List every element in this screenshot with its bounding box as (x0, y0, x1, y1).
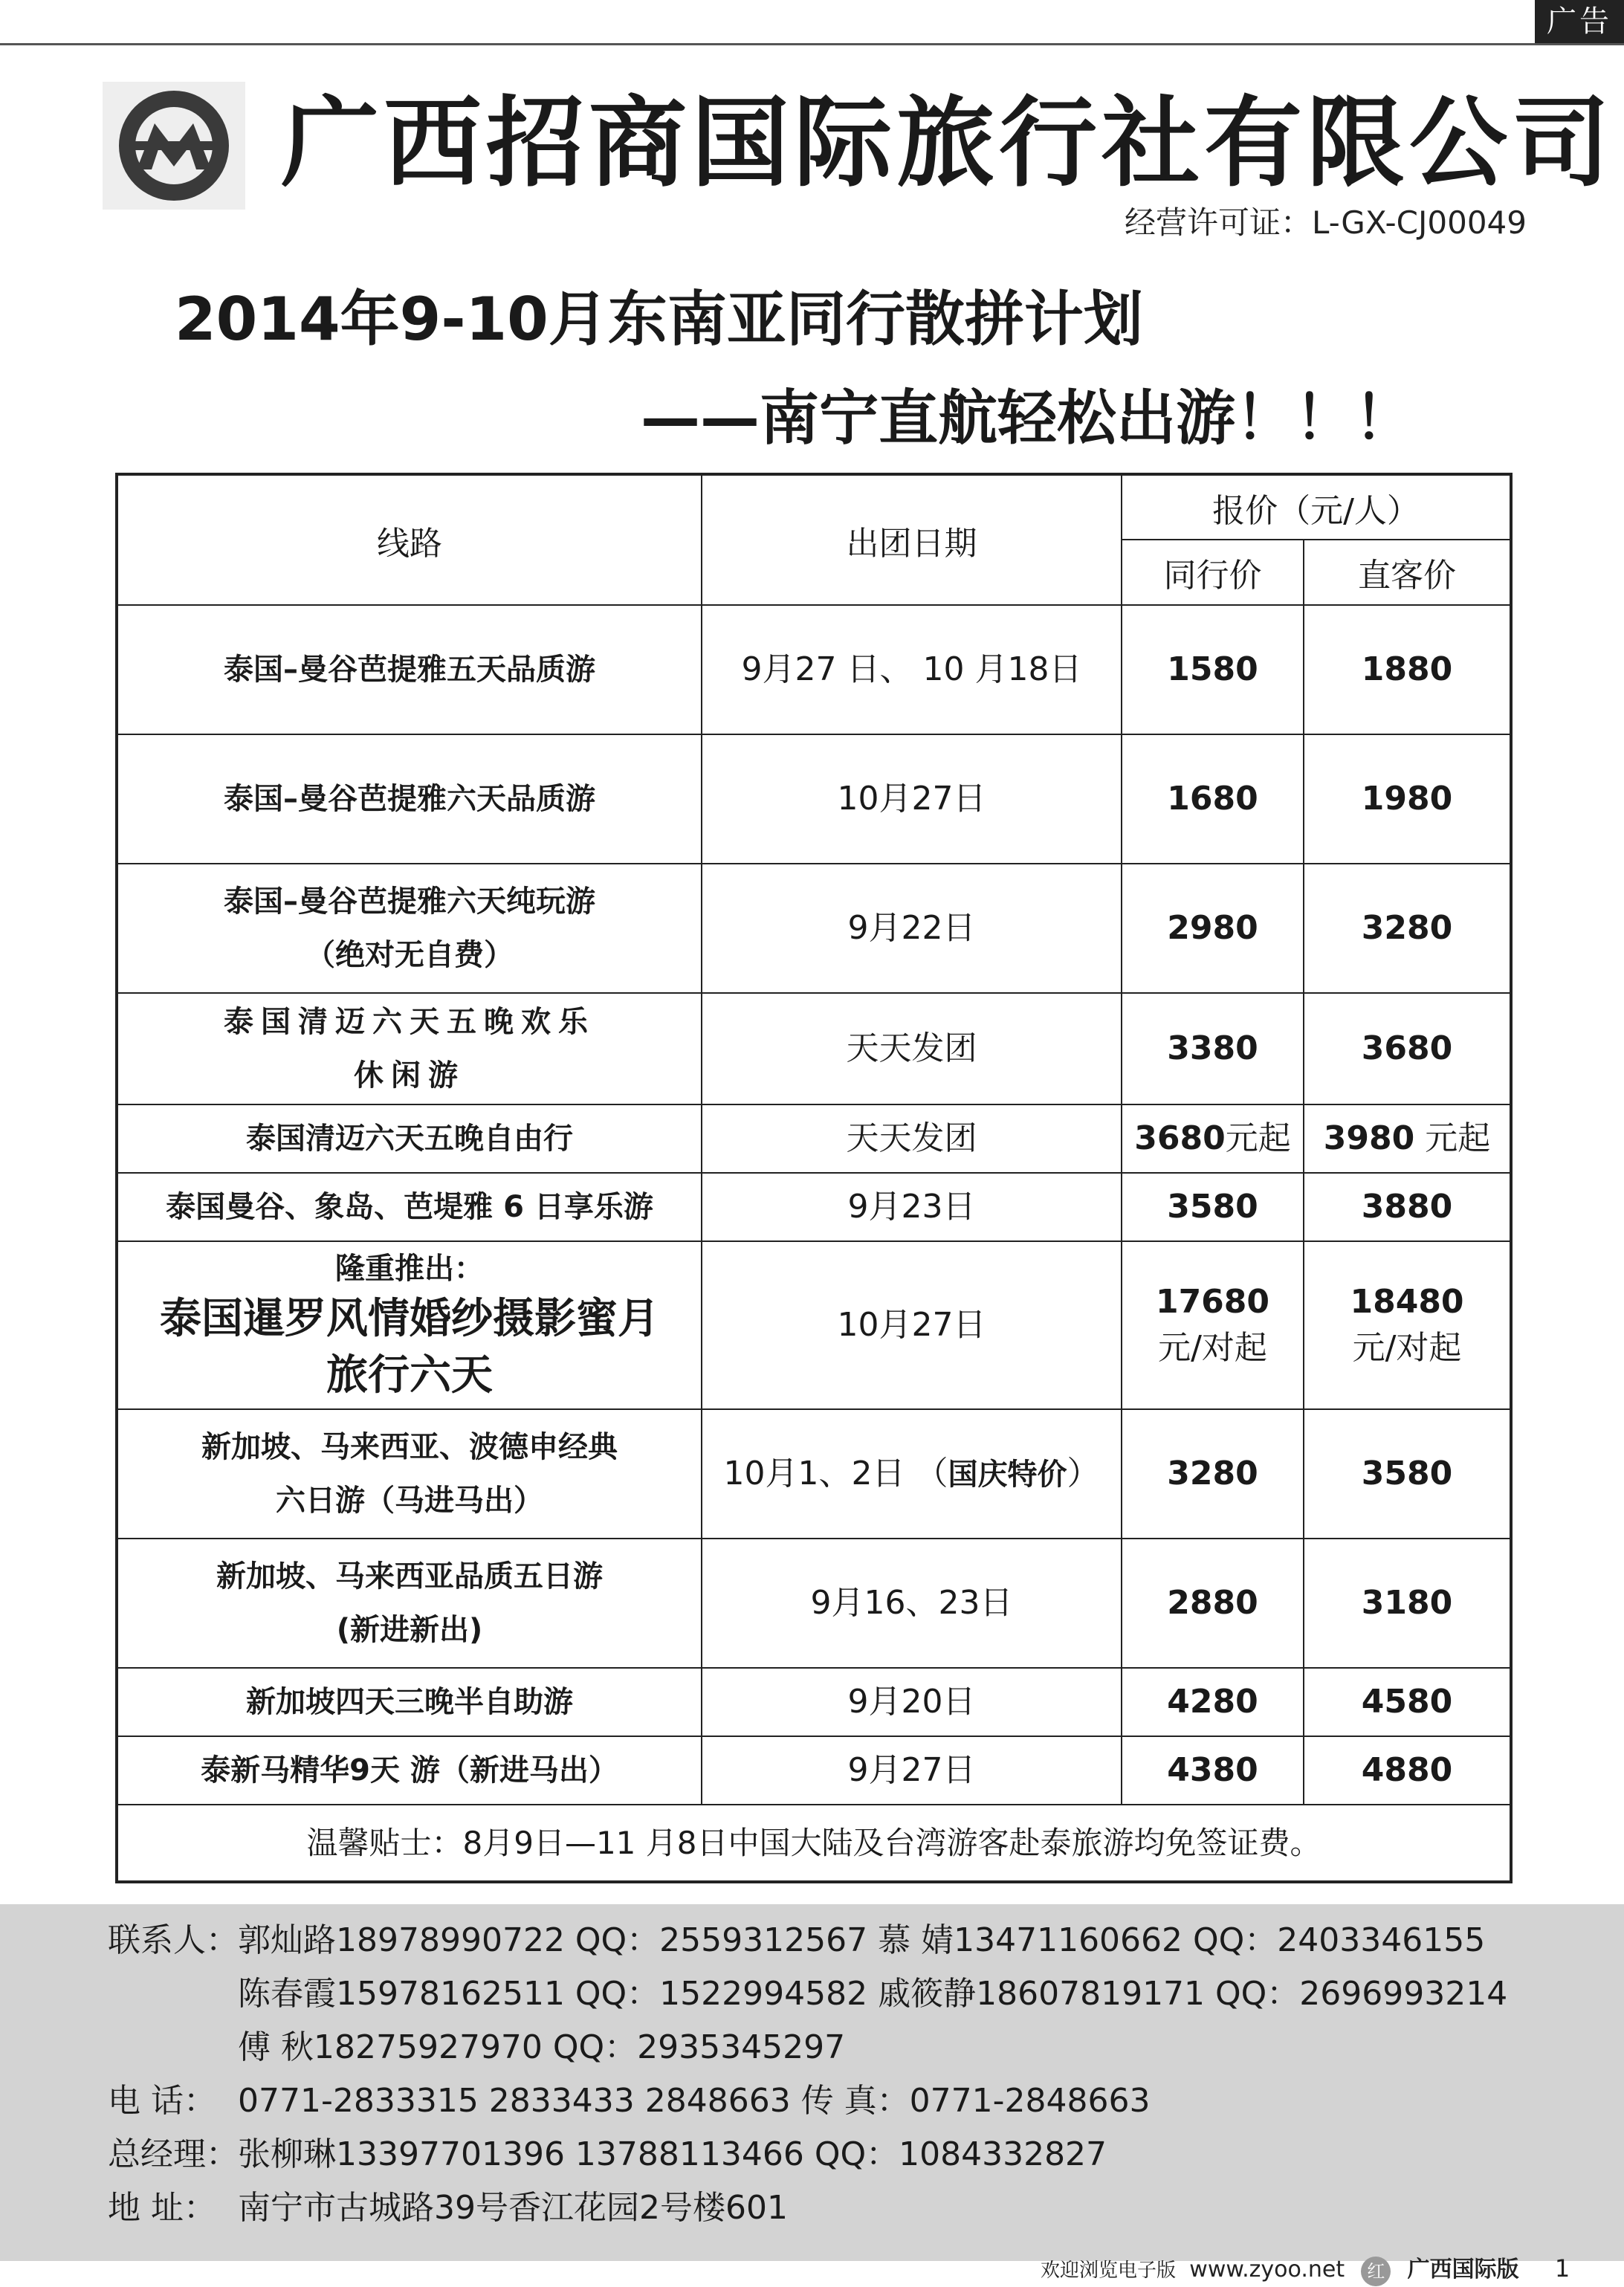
table-row (117, 605, 1511, 734)
date-text-end: ） (1067, 1454, 1100, 1492)
table-row (117, 1539, 1511, 1668)
route-cell (117, 864, 702, 993)
route-line: 新加坡、马来西亚、波德申经典 (201, 1430, 618, 1464)
trade-price-cell: 4280 (1122, 1668, 1304, 1736)
date-cell: 天天发团 (702, 1104, 1122, 1173)
table-row (117, 864, 1511, 993)
footer-website[interactable]: www.zyoo.net (1189, 2257, 1345, 2283)
price-unit: 元起 (1414, 1119, 1491, 1157)
phone-label: 电 话： (108, 2082, 216, 2120)
page-number: 1 (1554, 2254, 1570, 2283)
trade-price-cell: 3580 (1122, 1173, 1304, 1241)
route-cell (117, 1539, 702, 1668)
table-row (117, 1241, 1511, 1409)
trade-price-cell (1122, 1104, 1304, 1173)
contacts-label: 联系人： (108, 1921, 239, 1959)
footer-edition: 广西国际版 (1407, 2257, 1519, 2283)
retail-price-cell: 1880 (1304, 605, 1511, 734)
trade-price-cell: 2980 (1122, 864, 1304, 993)
route-cell: 泰国–曼谷芭提雅五天品质游 (117, 605, 702, 734)
subheadline: ——南宁直航轻松出游！！！ (641, 384, 1414, 453)
top-rule (0, 43, 1624, 45)
route-cell: 新加坡四天三晚半自助游 (117, 1668, 702, 1736)
trade-price-cell: 1580 (1122, 605, 1304, 734)
header-trade-price: 同行价 (1122, 540, 1304, 605)
header-date: 出团日期 (702, 474, 1122, 605)
date-cell: 9月23日 (702, 1173, 1122, 1241)
gm-contact: 张柳琳13397701396 13788113466 QQ：1084332827 (238, 2135, 1107, 2173)
retail-price-cell: 3580 (1304, 1409, 1511, 1539)
price-unit: 元/对起 (1352, 1329, 1462, 1367)
route-line: 休闲游 (354, 1058, 465, 1093)
route-line: 泰国清迈六天五晚欢乐 (224, 1005, 595, 1039)
route-cell: 泰国清迈六天五晚自由行 (117, 1104, 702, 1173)
route-line: （绝对无自费） (305, 938, 514, 972)
table-row (117, 1173, 1511, 1241)
route-cell: 泰国–曼谷芭提雅六天品质游 (117, 734, 702, 864)
price-unit: 元/对起 (1158, 1329, 1267, 1367)
header-route: 线路 (117, 474, 702, 605)
date-cell: 9月20日 (702, 1668, 1122, 1736)
table-row (117, 734, 1511, 864)
contacts-row-3: 傅 秋18275927970 QQ：2935345297 (238, 2028, 846, 2066)
table-row (117, 1668, 1511, 1736)
route-line: 六日游（马进马出） (276, 1484, 543, 1518)
header-price: 报价（元/人） (1122, 474, 1511, 540)
route-cell (117, 1409, 702, 1539)
headline: 2014年9-10月东南亚同行散拼计划 (175, 285, 1143, 354)
retail-price-cell (1304, 1104, 1511, 1173)
route-line: 隆重推出： (335, 1252, 484, 1286)
date-text: 10月1、2日 （ (723, 1454, 948, 1492)
trade-price-cell: 4380 (1122, 1736, 1304, 1805)
header-retail-price: 直客价 (1304, 540, 1511, 605)
retail-price-cell: 3180 (1304, 1539, 1511, 1668)
retail-price-cell: 4880 (1304, 1736, 1511, 1805)
table-row (117, 1736, 1511, 1805)
route-cell (117, 993, 702, 1104)
contacts-row-1: 郭灿路18978990722 QQ：2559312567 慕 婧13471160662 QQ：2403346155 (238, 1921, 1486, 1959)
gm-label: 总经理： (108, 2135, 239, 2173)
retail-price-cell: 1980 (1304, 734, 1511, 864)
route-line: 泰国暹罗风情婚纱摄影蜜月 (160, 1295, 659, 1343)
route-cell (117, 1241, 702, 1409)
footer-mark-icon: 红 (1361, 2257, 1391, 2286)
trade-price-cell: 3280 (1122, 1409, 1304, 1539)
retail-price-cell: 3680 (1304, 993, 1511, 1104)
table-row (117, 1104, 1511, 1173)
route-cell: 泰国曼谷、象岛、芭堤雅 6 日享乐游 (117, 1173, 702, 1241)
price-unit: 元起 (1225, 1119, 1291, 1157)
retail-price-cell: 3280 (1304, 864, 1511, 993)
table-row (117, 1409, 1511, 1539)
company-logo-icon (107, 86, 241, 205)
price-value: 17680 (1155, 1283, 1270, 1321)
date-cell: 9月27 日、 10 月18日 (702, 605, 1122, 734)
date-cell: 10月27日 (702, 734, 1122, 864)
route-line: 旅行六天 (326, 1351, 493, 1400)
route-line: 新加坡、马来西亚品质五日游 (216, 1559, 603, 1594)
date-cell (702, 1409, 1122, 1539)
trade-price-cell: 1680 (1122, 734, 1304, 864)
retail-price-cell (1304, 1241, 1511, 1409)
trade-price-cell (1122, 1241, 1304, 1409)
address: 南宁市古城路39号香江花园2号楼601 (238, 2189, 788, 2227)
footer-browse-text: 欢迎浏览电子版 (1041, 2259, 1177, 2282)
date-cell: 9月22日 (702, 864, 1122, 993)
date-cell: 9月27日 (702, 1736, 1122, 1805)
table-row (117, 993, 1511, 1104)
retail-price-cell: 4580 (1304, 1668, 1511, 1736)
travel-tip: 温馨贴士：8月9日—11 月8日中国大陆及台湾游客赴泰旅游均免签证费。 (117, 1805, 1511, 1882)
route-cell: 泰新马精华9天 游（新进马出） (117, 1736, 702, 1805)
phone-numbers: 0771-2833315 2833433 2848663 传 真：0771-2848663 (238, 2082, 1151, 2120)
footer (1041, 2252, 1620, 2285)
contacts-row-2: 陈春霞15978162511 QQ：1522994582 戚筱静18607819171 QQ：2696993214 (238, 1975, 1508, 2013)
tour-price-table (115, 473, 1513, 1883)
price-value: 3680 (1134, 1119, 1226, 1157)
route-line: (新进新出) (336, 1613, 483, 1647)
date-highlight: 国庆特价 (948, 1457, 1067, 1492)
date-cell: 10月27日 (702, 1241, 1122, 1409)
price-value: 3980 (1323, 1119, 1415, 1157)
trade-price-cell: 2880 (1122, 1539, 1304, 1668)
company-logo (103, 82, 245, 210)
address-label: 地 址： (108, 2189, 216, 2227)
ad-tag: 广告 (1535, 0, 1624, 43)
trade-price-cell: 3380 (1122, 993, 1304, 1104)
tip-row (117, 1805, 1511, 1882)
company-name: 广西招商国际旅行社有限公司 (281, 86, 1614, 201)
price-value: 18480 (1350, 1283, 1464, 1321)
retail-price-cell: 3880 (1304, 1173, 1511, 1241)
route-line: 泰国–曼谷芭提雅六天纯玩游 (224, 884, 595, 919)
date-cell: 天天发团 (702, 993, 1122, 1104)
license-number: 经营许可证：L-GX-CJ00049 (1124, 204, 1527, 241)
date-cell: 9月16、23日 (702, 1539, 1122, 1668)
